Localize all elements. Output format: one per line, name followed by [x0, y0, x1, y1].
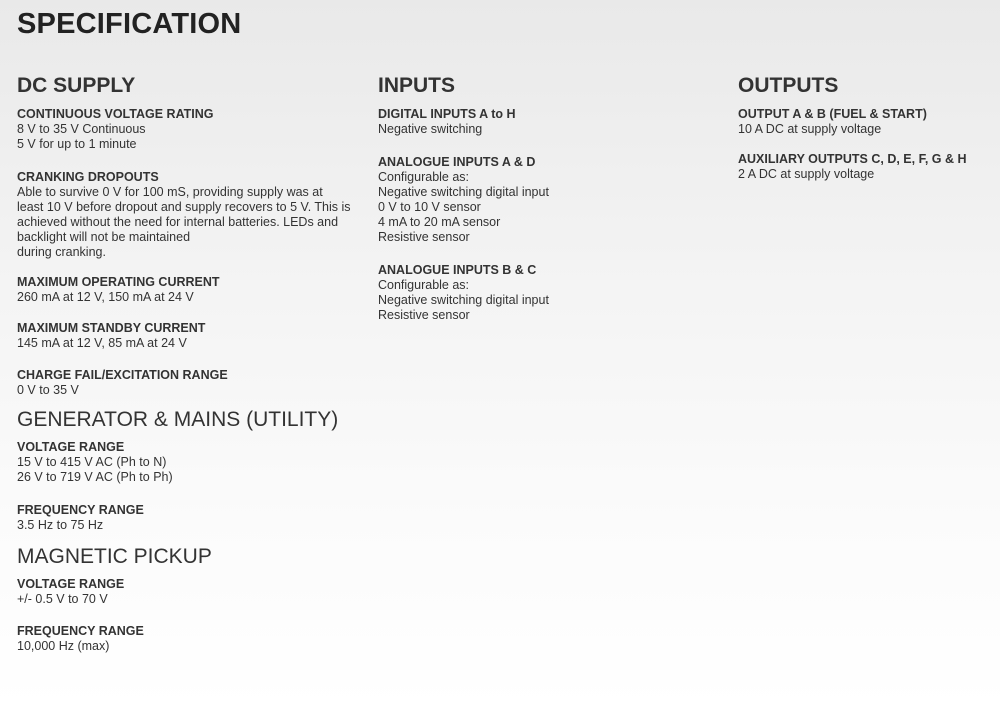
spec-pickup-voltage-range: [17, 577, 362, 607]
page-title: SPECIFICATION: [17, 8, 242, 40]
spec-maximum-operating-current: [17, 275, 362, 305]
spec-label: MAXIMUM STANDBY CURRENT: [17, 321, 206, 335]
section-heading-dc-supply: DC SUPPLY: [17, 74, 136, 97]
spec-continuous-voltage-rating: [17, 107, 362, 152]
spec-label: CRANKING DROPOUTS: [17, 170, 159, 184]
spec-value: 145 mA at 12 V, 85 mA at 24 V: [17, 336, 187, 350]
spec-value: Configurable as: Negative switching digital input 0 V to 10 V sensor 4 mA to 20 mA sensor Resistive sensor: [378, 170, 549, 244]
spec-value: 8 V to 35 V Continuous 5 V for up to 1 minute: [17, 122, 146, 151]
spec-pickup-frequency-range: [17, 624, 362, 654]
spec-analogue-inputs-a-d: [378, 155, 708, 245]
spec-value: 10 A DC at supply voltage: [738, 122, 882, 136]
column-inputs: [378, 74, 708, 323]
spec-label: FREQUENCY RANGE: [17, 624, 144, 638]
spec-value: 15 V to 415 V AC (Ph to N) 26 V to 719 V AC (Ph to Ph): [17, 455, 173, 484]
spec-label: AUXILIARY OUTPUTS C, D, E, F, G & H: [738, 152, 967, 166]
spec-value: 3.5 Hz to 75 Hz: [17, 518, 104, 532]
spec-label: VOLTAGE RANGE: [17, 577, 125, 591]
spec-auxiliary-outputs: [738, 152, 993, 182]
spec-charge-fail-excitation-range: [17, 368, 362, 398]
column-outputs: [738, 74, 993, 182]
spec-analogue-inputs-b-c: [378, 263, 708, 323]
spec-label: MAXIMUM OPERATING CURRENT: [17, 275, 220, 289]
spec-value: 10,000 Hz (max): [17, 639, 110, 653]
column-dc-supply: [17, 74, 362, 654]
spec-output-a-b: [738, 107, 993, 137]
section-heading-generator-mains: GENERATOR & MAINS (UTILITY): [17, 408, 339, 431]
spec-label: CONTINUOUS VOLTAGE RATING: [17, 107, 214, 121]
spec-digital-inputs: [378, 107, 708, 137]
spec-value: +/- 0.5 V to 70 V: [17, 592, 108, 606]
spec-value: 2 A DC at supply voltage: [738, 167, 875, 181]
spec-value: 0 V to 35 V: [17, 383, 79, 397]
spec-maximum-standby-current: [17, 321, 362, 351]
spec-value: Configurable as: Negative switching digital input Resistive sensor: [378, 278, 549, 322]
spec-label: VOLTAGE RANGE: [17, 440, 125, 454]
spec-value: Able to survive 0 V for 100 mS, providing supply was at least 10 V before dropout and supply recovers to 5 V. This is achieved without the need for internal batteries. LEDs and backlight will not be maintained during cranking.: [17, 185, 351, 259]
spec-label: ANALOGUE INPUTS B & C: [378, 263, 537, 277]
spec-generator-frequency-range: [17, 503, 362, 533]
section-heading-inputs: INPUTS: [378, 74, 456, 97]
spec-label: CHARGE FAIL/EXCITATION RANGE: [17, 368, 228, 382]
spec-value: Negative switching: [378, 122, 483, 136]
spec-cranking-dropouts: [17, 170, 362, 260]
spec-generator-voltage-range: [17, 440, 362, 485]
spec-label: FREQUENCY RANGE: [17, 503, 144, 517]
section-heading-outputs: OUTPUTS: [738, 74, 839, 97]
spec-value: 260 mA at 12 V, 150 mA at 24 V: [17, 290, 194, 304]
spec-label: ANALOGUE INPUTS A & D: [378, 155, 536, 169]
section-heading-magnetic-pickup: MAGNETIC PICKUP: [17, 545, 212, 568]
spec-label: OUTPUT A & B (FUEL & START): [738, 107, 927, 121]
spec-label: DIGITAL INPUTS A to H: [378, 107, 516, 121]
